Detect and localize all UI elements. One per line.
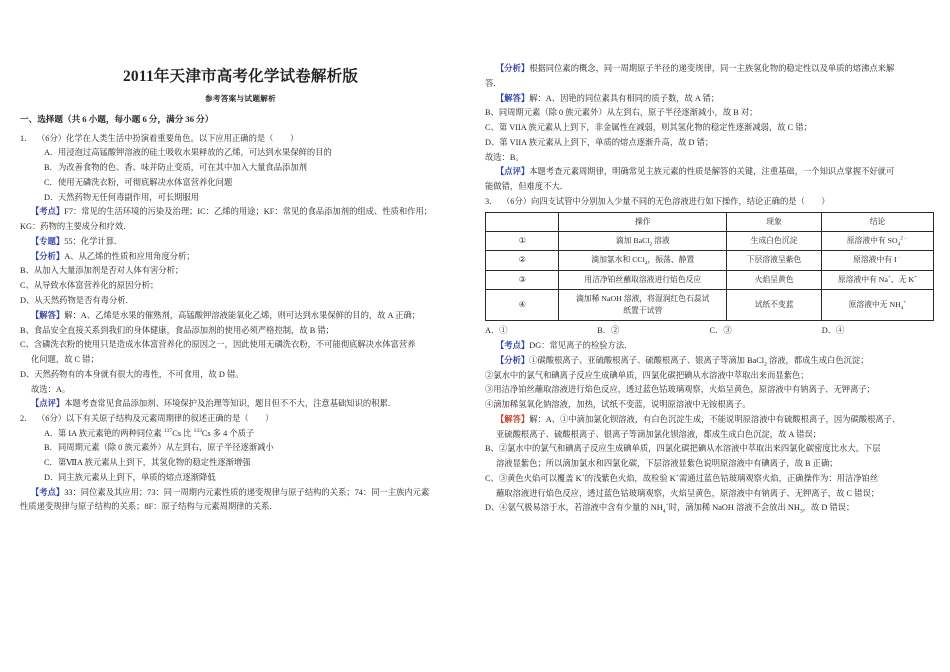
option-label: B． bbox=[44, 163, 58, 173]
question-1-fenxi-line-d: D、从天然药物是否有毒分析． bbox=[20, 295, 134, 305]
choice-d: D．④ bbox=[821, 325, 845, 335]
question-2-jieda-line-d: D、第 VIIA 族元素从上到下，单质的熔点逐渐升高，故 D 错； bbox=[485, 137, 714, 147]
fenxi-text: ①碳酸根离子、亚硫酸根离子、硫酸根离子、银离子等滴加 BaCl$_2$ 溶液，都成生成白色沉淀； bbox=[529, 355, 869, 368]
question-3-fenxi bbox=[485, 354, 934, 368]
question-1-answer: 故选：A。 bbox=[31, 384, 71, 394]
question-1-zhuanti bbox=[20, 235, 461, 249]
question-3-number: 3． bbox=[485, 196, 498, 206]
question-1-fenxi-line-c: C、从导致水体富营养化的原因分析； bbox=[20, 281, 159, 291]
kaodian-tag: 【考点】 bbox=[31, 207, 65, 217]
table-header-phenomenon: 现象 bbox=[727, 213, 822, 232]
question-3-stem: （6分）向四支试管中分别加入少量不同的无色溶液进行如下操作，结论正确的是（ ） bbox=[502, 196, 830, 206]
question-1-jieda-line-c: C、含磷洗衣粉的使用只是造成水体富营养化的原因之一，因此使用无磷洗衣粉，不可能彻底解决水体富营养 bbox=[20, 340, 416, 350]
page-subtitle: 参考答案与试题解析 bbox=[204, 94, 277, 103]
fenxi-tag: 【分析】 bbox=[496, 64, 530, 73]
table-header-operation: 操作 bbox=[559, 213, 727, 232]
row-conclusion: 原溶液中无 $NH_4^+$ bbox=[821, 289, 933, 320]
jieda-tag: 【解答】 bbox=[496, 93, 530, 103]
question-2-kaodian bbox=[20, 486, 461, 500]
question-3-fenxi-line-3: ③用洁净铂丝蘸取溶液进行焰色反应，透过蓝色钴玻璃观察，火焰呈黄色，原溶液中有钠离子、无钾离子； bbox=[485, 385, 875, 395]
row-index: ④ bbox=[486, 289, 559, 320]
question-2-fenxi bbox=[485, 62, 934, 76]
question-1-option-d bbox=[20, 191, 461, 205]
row-operation: 滴加稀 NaOH 溶液，将湿润红色石蕊试 纸置于试管 bbox=[559, 289, 727, 320]
row-index: ① bbox=[486, 232, 559, 251]
section-heading: 一、选择题（共 6 小题，每小题 6 分，满分 36 分） bbox=[20, 114, 214, 124]
question-1-stem: （6分）化学在人类生活中扮演着重要角色。以下应用正确的是（ ） bbox=[37, 133, 299, 143]
dianping-tag: 【点评】 bbox=[31, 399, 65, 409]
table-row bbox=[486, 251, 934, 270]
jieda-text: 解：A、①中滴加氯化钡溶液，有白色沉淀生成，不能说明原溶液中有硫酸根离子，因为碳酸根离子、 bbox=[529, 414, 901, 424]
fenxi-text: A、从乙烯的性质和应用角度分析； bbox=[64, 251, 195, 261]
option-label: D． bbox=[44, 472, 59, 482]
question-2-fenxi-cont: 答． bbox=[485, 78, 502, 88]
row-phenomenon: 下层溶液呈紫色 bbox=[727, 251, 822, 270]
question-3-jieda-line-6: 蘸取溶液进行焰色反应，透过蓝色钴玻璃观察，火焰呈黄色，原溶液中有钠离子、无钾离子，故 C 错误； bbox=[496, 488, 880, 498]
fenxi-tag: 【分析】 bbox=[31, 251, 65, 261]
option-text: 同周期元素（除 0 族元素外）从左到右，原子半径逐渐减小 bbox=[58, 443, 274, 453]
row-index: ③ bbox=[486, 270, 559, 289]
question-3-jieda-line-7: D、④氨气极易溶于水，若溶液中含有少量的 $NH_4^+$时，滴加稀 NaOH 溶液不会放出 $NH_3$，故 D 错误； bbox=[485, 502, 855, 516]
zhuanti-tag: 【专题】 bbox=[31, 236, 65, 246]
question-2-number: 2． bbox=[20, 414, 33, 424]
question-2-dianping-cont: 能做错，但难度不大． bbox=[485, 182, 568, 192]
question-1-jieda-line-b: B、食品安全直接关系到我们的身体健康，食品添加剂的使用必须严格控制，故 B 错； bbox=[20, 325, 334, 335]
table-row bbox=[486, 289, 934, 320]
table-row bbox=[486, 232, 934, 251]
kaodian-tag: 【考点】 bbox=[496, 341, 530, 351]
fenxi-text: 根据同位素的概念，同一周期原子半径的递变规律，同一主族氢化物的稳定性以及单质的熔沸点来解 bbox=[529, 64, 895, 73]
row-phenomenon: 火焰呈黄色 bbox=[727, 270, 822, 289]
experiment-table bbox=[485, 212, 934, 320]
question-2-jieda-line-c: C、第 VIIA 族元素从上到下，非金属性在减弱，则其氢化物的稳定性逐渐减弱，故 C 错； bbox=[485, 123, 812, 133]
question-3-jieda-line-2: 亚硫酸根离子、硫酸根离子、银离子等滴加氯化钡溶液，都成生成白色沉淀，故 A 错误； bbox=[496, 429, 821, 439]
row-operation: 滴加氯水和 CCl$_4$，振荡、静置 bbox=[559, 251, 727, 270]
question-2-option-a bbox=[20, 427, 461, 441]
question-1-fenxi bbox=[20, 250, 461, 264]
kaodian-text: F7：常见的生活环境的污染及治理；IC：乙烯的用途；KF：常见的食品添加剂的组成、性质和作用； bbox=[64, 207, 433, 217]
table-header-conclusion: 结论 bbox=[821, 213, 933, 232]
question-3-jieda-line-3: B、②氯水中的氯气和碘离子反应生成碘单质，四氯化碳把碘从水溶液中萃取出来四氯化碳密度比水大。下层 bbox=[485, 444, 881, 454]
question-3-fenxi-line-2: ②氯水中的氯气和碘离子反应生成碘单质，四氯化碳把碘从水溶液中萃取出来而显紫色； bbox=[485, 370, 809, 380]
question-2-option-d bbox=[20, 471, 461, 485]
dianping-text: 本题考查元素周期律，明确常见主族元素的性质是解答的关键，注重基础，一个知识点掌握不好就可 bbox=[529, 167, 895, 177]
jieda-text: 解：A、因铯的同位素具有相同的质子数，故 A 错； bbox=[529, 93, 720, 103]
page-title: 2011年天津市高考化学试卷解析版 bbox=[122, 68, 359, 85]
option-text: 使用无磷洗衣粉，可彻底解决水体富营养化问题 bbox=[58, 177, 233, 187]
question-1-jieda-line-c-cont: 化问题，故 C 错； bbox=[31, 355, 99, 365]
question-1-fenxi-line-b: B、从加入大量添加剂是否对人体有害分析； bbox=[20, 266, 184, 276]
choice-b: B．② bbox=[597, 325, 620, 335]
kaodian-text: DG：常见离子的检验方法． bbox=[529, 341, 633, 351]
question-2-jieda-line-b: B、同周期元素（除 0 族元素外）从左到右，原子半径逐渐减小，故 B 对； bbox=[485, 108, 758, 118]
row-conclusion: 原溶液中有 I﹣ bbox=[821, 251, 933, 270]
question-3-jieda-line-4: 溶液显紫色；所以滴加氯水和四氯化碳，下层溶液显紫色说明原溶液中有碘离子，故 B 正确； bbox=[496, 459, 838, 469]
jieda-tag: 【解答】 bbox=[31, 310, 65, 320]
question-2-dianping bbox=[485, 165, 934, 179]
question-2-stem: （6分）以下有关原子结构及元素周期律的叙述正确的是（ ） bbox=[37, 414, 274, 424]
kaodian-tag: 【考点】 bbox=[31, 487, 65, 497]
kaodian-text: 33：同位素及其应用；73：同一周期内元素性质的递变规律与原子结构的关系；74：同一主族内元素 bbox=[64, 487, 430, 497]
table-row bbox=[486, 270, 934, 289]
option-text: 第ⅦA 族元素从上到下，其氢化物的稳定性逐渐增强 bbox=[58, 458, 251, 468]
question-1-kaodian-cont: KG：药物的主要成分和疗效． bbox=[20, 222, 132, 232]
question-1 bbox=[20, 132, 461, 145]
row-conclusion: 原溶液中有 Na+、无 K+ bbox=[821, 270, 933, 289]
option-text: 同主族元素从上到下，单质的熔点逐渐降低 bbox=[58, 472, 216, 482]
right-column bbox=[475, 0, 950, 672]
question-3-kaodian bbox=[485, 339, 934, 353]
dianping-tag: 【点评】 bbox=[496, 167, 530, 177]
question-2-answer: 故选：B。 bbox=[485, 152, 524, 162]
question-2-option-b bbox=[20, 441, 461, 455]
question-1-option-b bbox=[20, 161, 461, 175]
option-text: 为改善食物的色、香、味并防止变质，可在其中加入大量食品添加剂 bbox=[58, 163, 307, 173]
question-3 bbox=[485, 195, 934, 208]
question-3-choices bbox=[485, 324, 934, 337]
jieda-text: 解：A、乙烯是水果的催熟剂，高锰酸钾溶液能氧化乙烯，则可达到水果保鲜的目的，故 A 正确； bbox=[64, 310, 421, 320]
row-phenomenon: 生成白色沉淀 bbox=[727, 232, 822, 251]
question-1-kaodian bbox=[20, 205, 461, 219]
choice-c: C．③ bbox=[709, 325, 732, 335]
question-1-dianping bbox=[20, 397, 461, 411]
option-label: C． bbox=[44, 458, 58, 468]
question-3-fenxi-line-4: ④滴加稀氢氧化钠溶液，加热，试纸不变蓝，说明原溶液中无铵根离子。 bbox=[485, 400, 751, 410]
question-3-jieda-line-5: C、③黄色火焰可以覆盖 K+的浅紫色火焰，故检验 K+需通过蓝色钴玻璃观察火焰，正确操作为：用洁净铂丝 bbox=[485, 473, 879, 483]
fenxi-tag: 【分析】 bbox=[496, 355, 530, 365]
option-label: A． bbox=[44, 148, 59, 158]
table-header-row bbox=[486, 213, 934, 232]
question-2-option-c bbox=[20, 456, 461, 470]
question-2-kaodian-cont: 性质递变规律与原子结构的关系；8F：原子结构与元素周期律的关系． bbox=[20, 502, 278, 512]
row-conclusion: 原溶液中有 $SO_4^{2﹣}$ bbox=[821, 232, 933, 251]
question-3-jieda bbox=[485, 413, 934, 427]
question-1-jieda bbox=[20, 309, 461, 323]
question-2-jieda bbox=[485, 92, 934, 106]
option-label: D． bbox=[44, 192, 59, 202]
question-2 bbox=[20, 412, 461, 425]
option-label: C． bbox=[44, 177, 58, 187]
row-index: ② bbox=[486, 251, 559, 270]
table-header-index bbox=[486, 213, 559, 232]
option-text: 用浸泡过高锰酸钾溶液的硅土吸收水果释放的乙烯，可达到水果保鲜的目的 bbox=[58, 148, 332, 158]
question-1-option-a bbox=[20, 146, 461, 160]
question-1-jieda-line-d: D、天然药物有的本身就有很大的毒性，不可食用，故 D 错。 bbox=[20, 369, 244, 379]
zhuanti-text: 55：化学计算． bbox=[64, 236, 123, 246]
row-phenomenon: 试纸不变蓝 bbox=[727, 289, 822, 320]
question-1-option-c bbox=[20, 176, 461, 190]
question-1-number: 1． bbox=[20, 133, 33, 143]
option-label: B． bbox=[44, 443, 58, 453]
jieda-tag: 【解答】 bbox=[496, 414, 530, 424]
row-operation: 滴加 BaCl$_2$ 溶液 bbox=[559, 232, 727, 251]
option-text: 天然药物无任何毒副作用，可长期服用 bbox=[58, 192, 200, 202]
dianping-text: 本题考查常见食品添加剂、环境保护及治理等知识，题目但不不大，注意基础知识的积累． bbox=[64, 399, 397, 409]
row-operation: 用洁净铂丝蘸取溶液进行焰色反应 bbox=[559, 270, 727, 289]
option-text: 第 IA 族元素铯的两种同位素 $^{137}$Cs 比 $^{133}$Cs 多 4 个质子 bbox=[58, 427, 255, 438]
option-label: A． bbox=[44, 428, 59, 438]
choice-a: A．① bbox=[485, 325, 508, 335]
